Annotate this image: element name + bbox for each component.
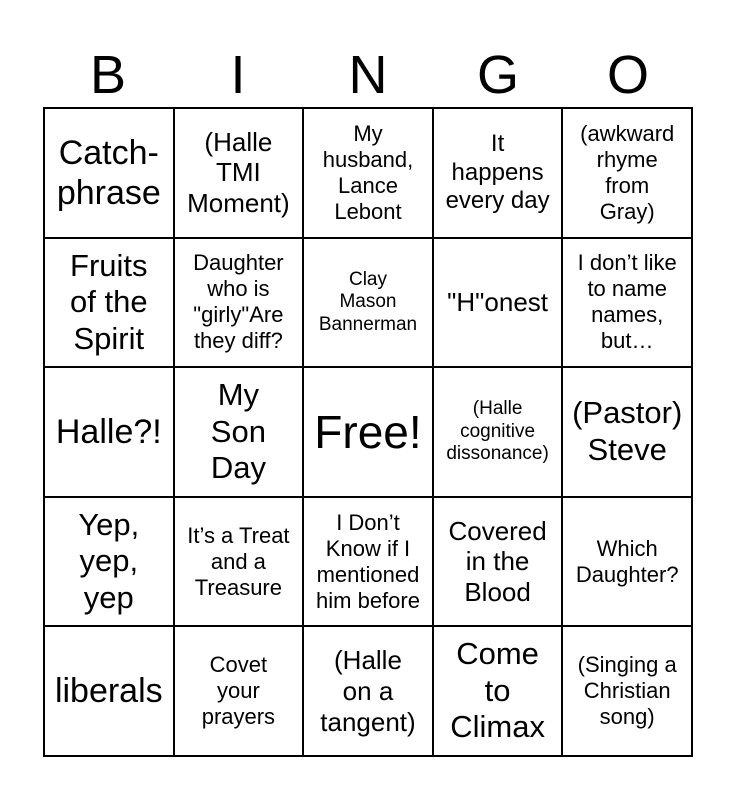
bingo-cell-g3[interactable]: (Halle cognitive dissonance) (433, 367, 563, 497)
bingo-cell-free[interactable]: Free! (303, 367, 433, 497)
bingo-cell-o4[interactable]: Which Daughter? (562, 497, 692, 627)
bingo-cell-n4[interactable]: I Don’t Know if I mentioned him before (303, 497, 433, 627)
bingo-cell-g1[interactable]: It happens every day (433, 108, 563, 238)
bingo-cell-b1[interactable]: Catch- phrase (44, 108, 174, 238)
bingo-cell-b4[interactable]: Yep, yep, yep (44, 497, 174, 627)
bingo-cell-g4[interactable]: Covered in the Blood (433, 497, 563, 627)
bingo-cell-b2[interactable]: Fruits of the Spirit (44, 238, 174, 368)
bingo-cell-b5[interactable]: liberals (44, 626, 174, 756)
bingo-cell-o1[interactable]: (awkward rhyme from Gray) (562, 108, 692, 238)
bingo-cell-i2[interactable]: Daughter who is "girly"Are they diff? (174, 238, 304, 368)
bingo-cell-n5[interactable]: (Halle on a tangent) (303, 626, 433, 756)
bingo-cell-g2[interactable]: "H"onest (433, 238, 563, 368)
bingo-cell-o3[interactable]: (Pastor) Steve (562, 367, 692, 497)
header-letter-o: O (606, 45, 649, 105)
header-letter-b: B (89, 45, 127, 105)
header-letter-i: I (230, 45, 246, 105)
bingo-cell-o2[interactable]: I don’t like to name names, but… (562, 238, 692, 368)
header-letter-g: G (476, 45, 519, 105)
bingo-cell-n1[interactable]: My husband, Lance Lebont (303, 108, 433, 238)
bingo-cell-b3[interactable]: Halle?! (44, 367, 174, 497)
bingo-header (43, 42, 693, 108)
bingo-cell-g5[interactable]: Come to Climax (433, 626, 563, 756)
bingo-card (43, 107, 693, 757)
header-letter-n: N (348, 45, 388, 105)
bingo-cell-i3[interactable]: My Son Day (174, 367, 304, 497)
bingo-cell-o5[interactable]: (Singing a Christian song) (562, 626, 692, 756)
bingo-cell-n2[interactable]: Clay Mason Bannerman (303, 238, 433, 368)
bingo-cell-i4[interactable]: It’s a Treat and a Treasure (174, 497, 304, 627)
bingo-cell-i1[interactable]: (Halle TMI Moment) (174, 108, 304, 238)
bingo-cell-i5[interactable]: Covet your prayers (174, 626, 304, 756)
